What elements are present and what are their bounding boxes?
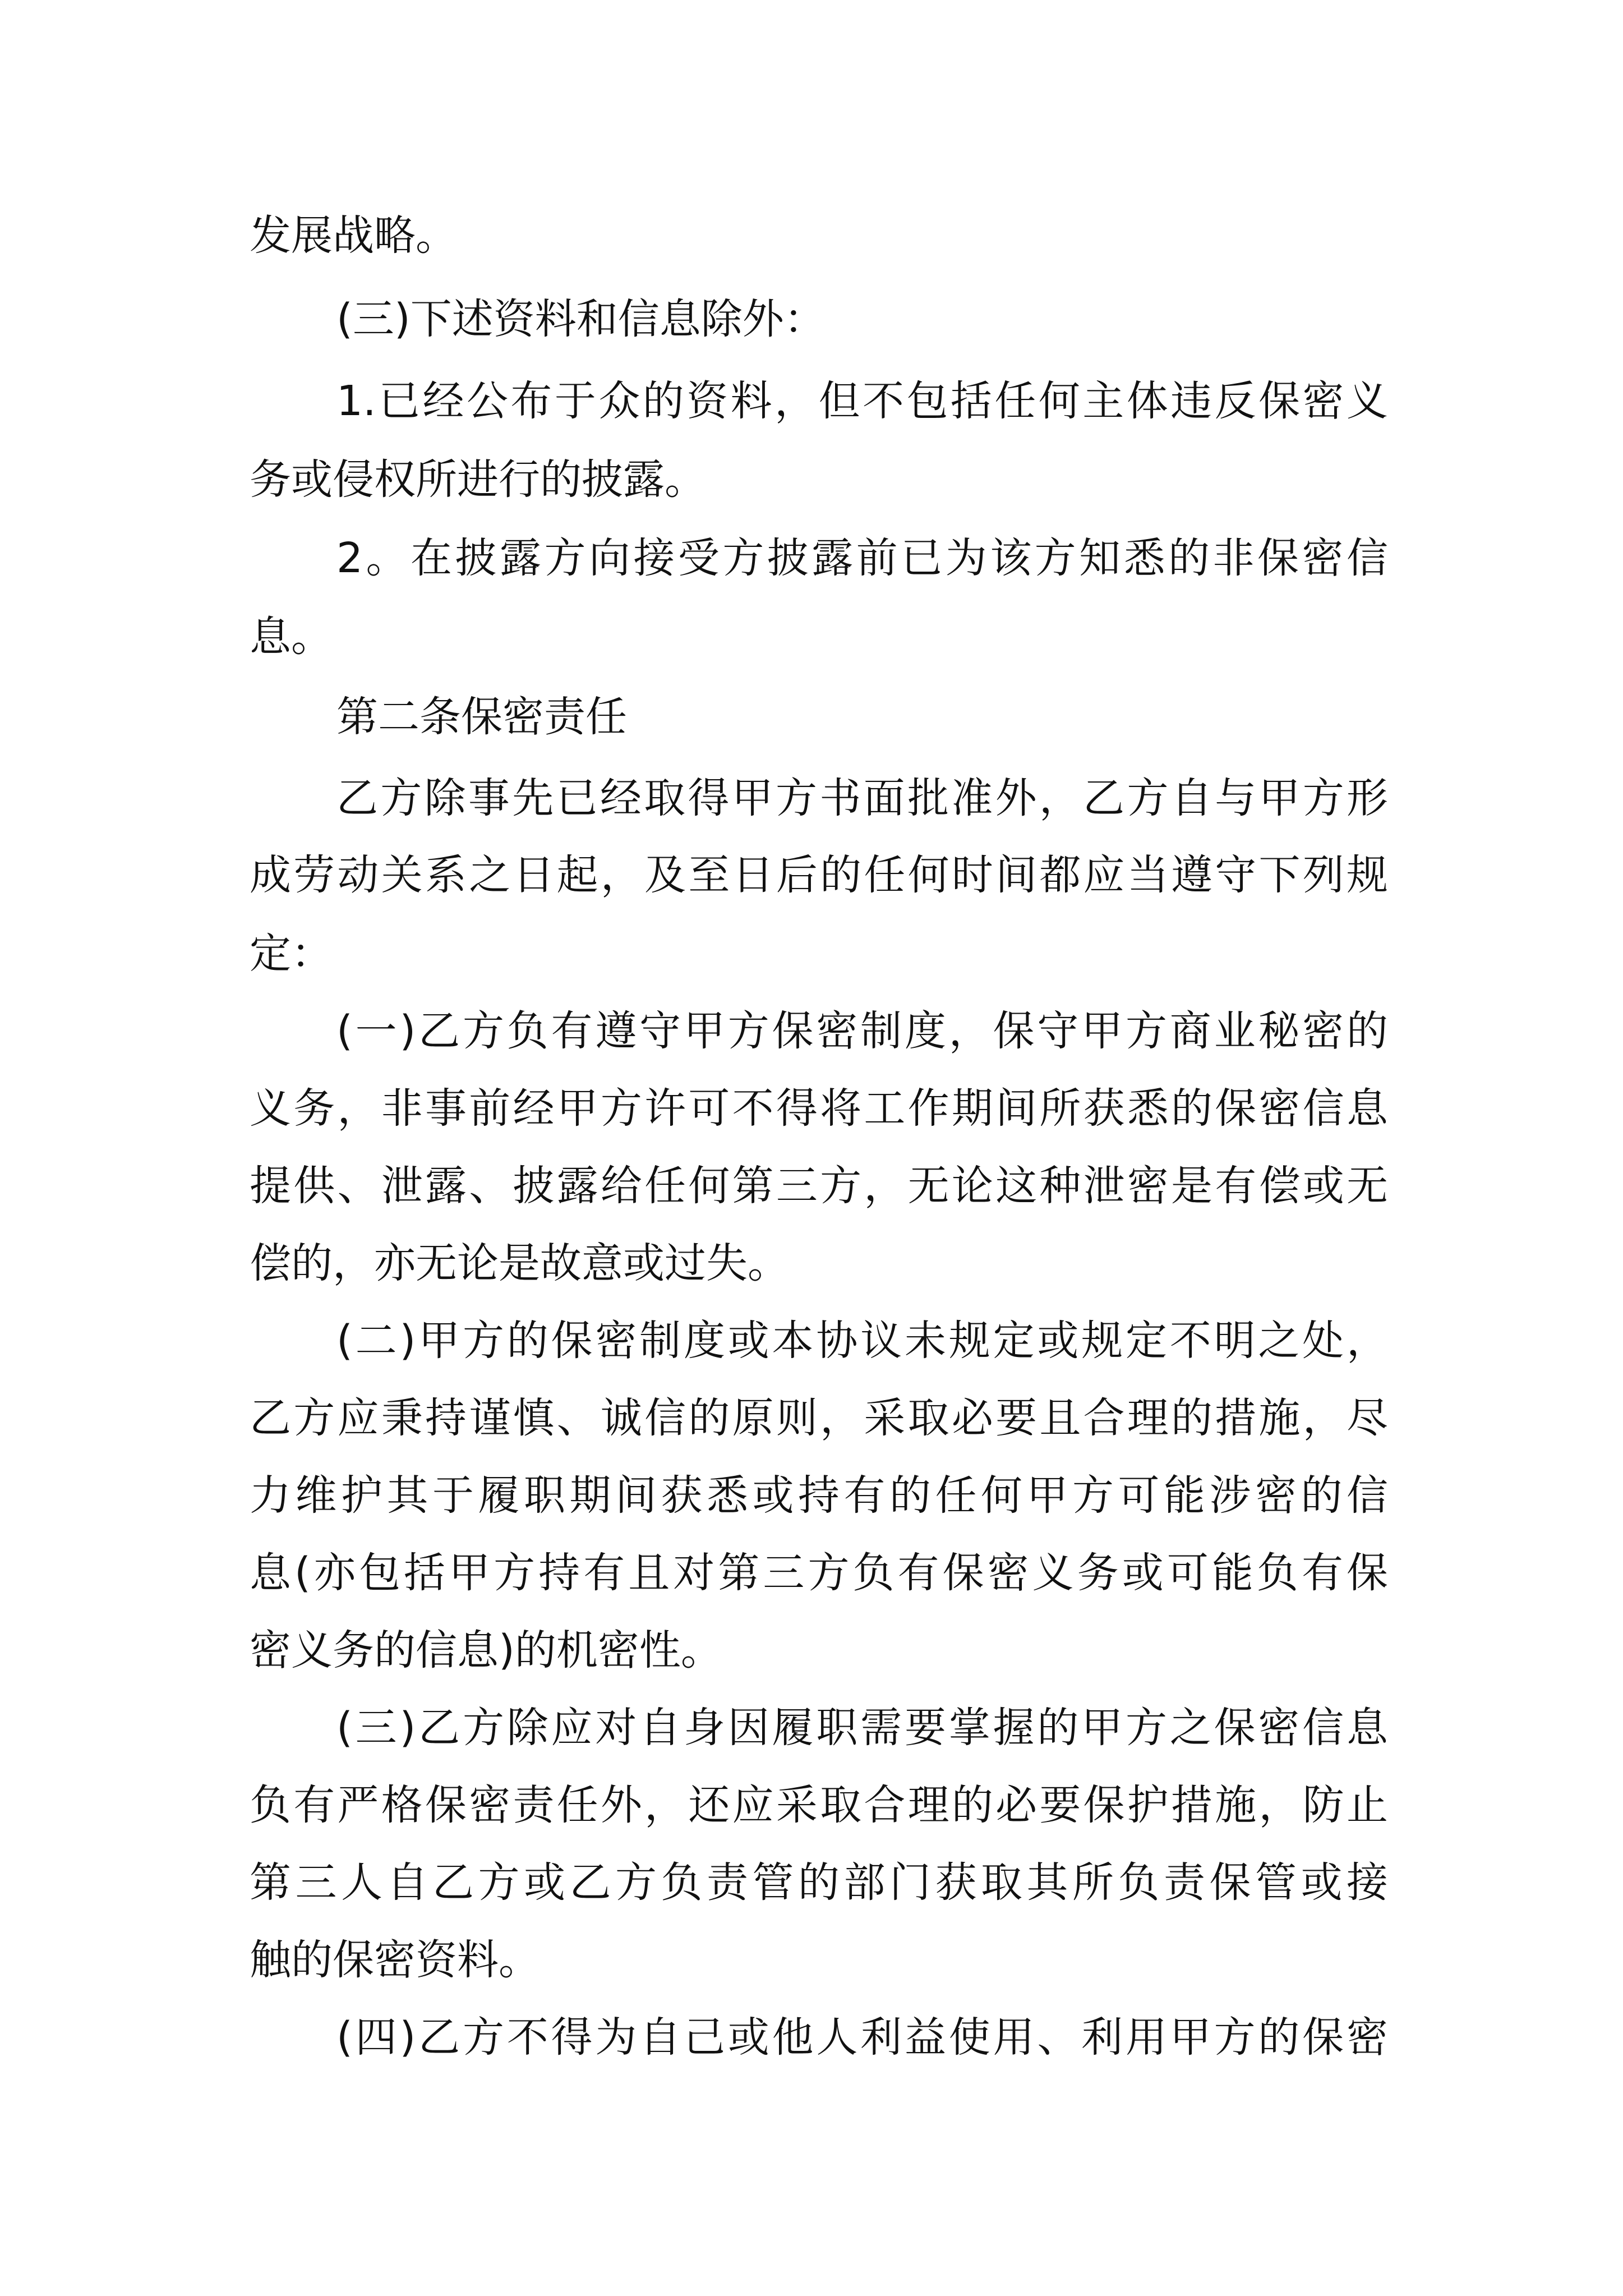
text-line: 乙方除事先已经取得甲方书面批准外，乙方自与甲方形 [336, 774, 1388, 822]
text-line: 务或侵权所进行的披露。 [250, 455, 706, 504]
text-line: 第三人自乙方或乙方负责管的部门获取其所负责保管或接 [250, 1858, 1388, 1907]
section-heading: 第二条保密责任 [336, 693, 627, 741]
text-line: 力维护其于履职期间获悉或持有的任何甲方可能涉密的信 [250, 1471, 1388, 1520]
text-line: 提供、泄露、披露给任何第三方，无论这种泄密是有偿或无 [250, 1162, 1388, 1210]
text-line: 1.已经公布于众的资料，但不包括任何主体违反保密义 [336, 377, 1388, 425]
text-line: (三)下述资料和信息除外： [336, 295, 826, 343]
text-line: 密义务的信息)的机密性。 [250, 1626, 722, 1674]
text-line: 息。 [250, 613, 333, 661]
text-line: 义务，非事前经甲方许可不得将工作期间所获悉的保密信息 [250, 1084, 1388, 1133]
text-line: 2。在披露方向接受方披露前已为该方知悉的非保密信 [336, 534, 1388, 582]
text-line: 负有严格保密责任外，还应采取合理的必要保护措施，防止 [250, 1781, 1388, 1829]
text-line: (二)甲方的保密制度或本协议未规定或规定不明之处， [336, 1317, 1388, 1365]
text-line: (一)乙方负有遵守甲方保密制度，保守甲方商业秘密的 [336, 1007, 1388, 1055]
text-line: 定： [250, 930, 333, 978]
text-line: 乙方应秉持谨慎、诚信的原则，采取必要且合理的措施，尽 [250, 1394, 1388, 1442]
text-line: (四)乙方不得为自己或他人利益使用、利用甲方的保密 [336, 2013, 1388, 2062]
text-line: 触的保密资料。 [250, 1936, 540, 1984]
text-line: 息(亦包括甲方持有且对第三方负有保密义务或可能负有保 [250, 1549, 1388, 1597]
text-line: 发展战略。 [250, 211, 457, 260]
text-line: 偿的，亦无论是故意或过失。 [250, 1239, 789, 1287]
text-line: 成劳动关系之日起，及至日后的任何时间都应当遵守下列规 [250, 851, 1388, 899]
text-line: (三)乙方除应对自身因履职需要掌握的甲方之保密信息 [336, 1704, 1388, 1752]
